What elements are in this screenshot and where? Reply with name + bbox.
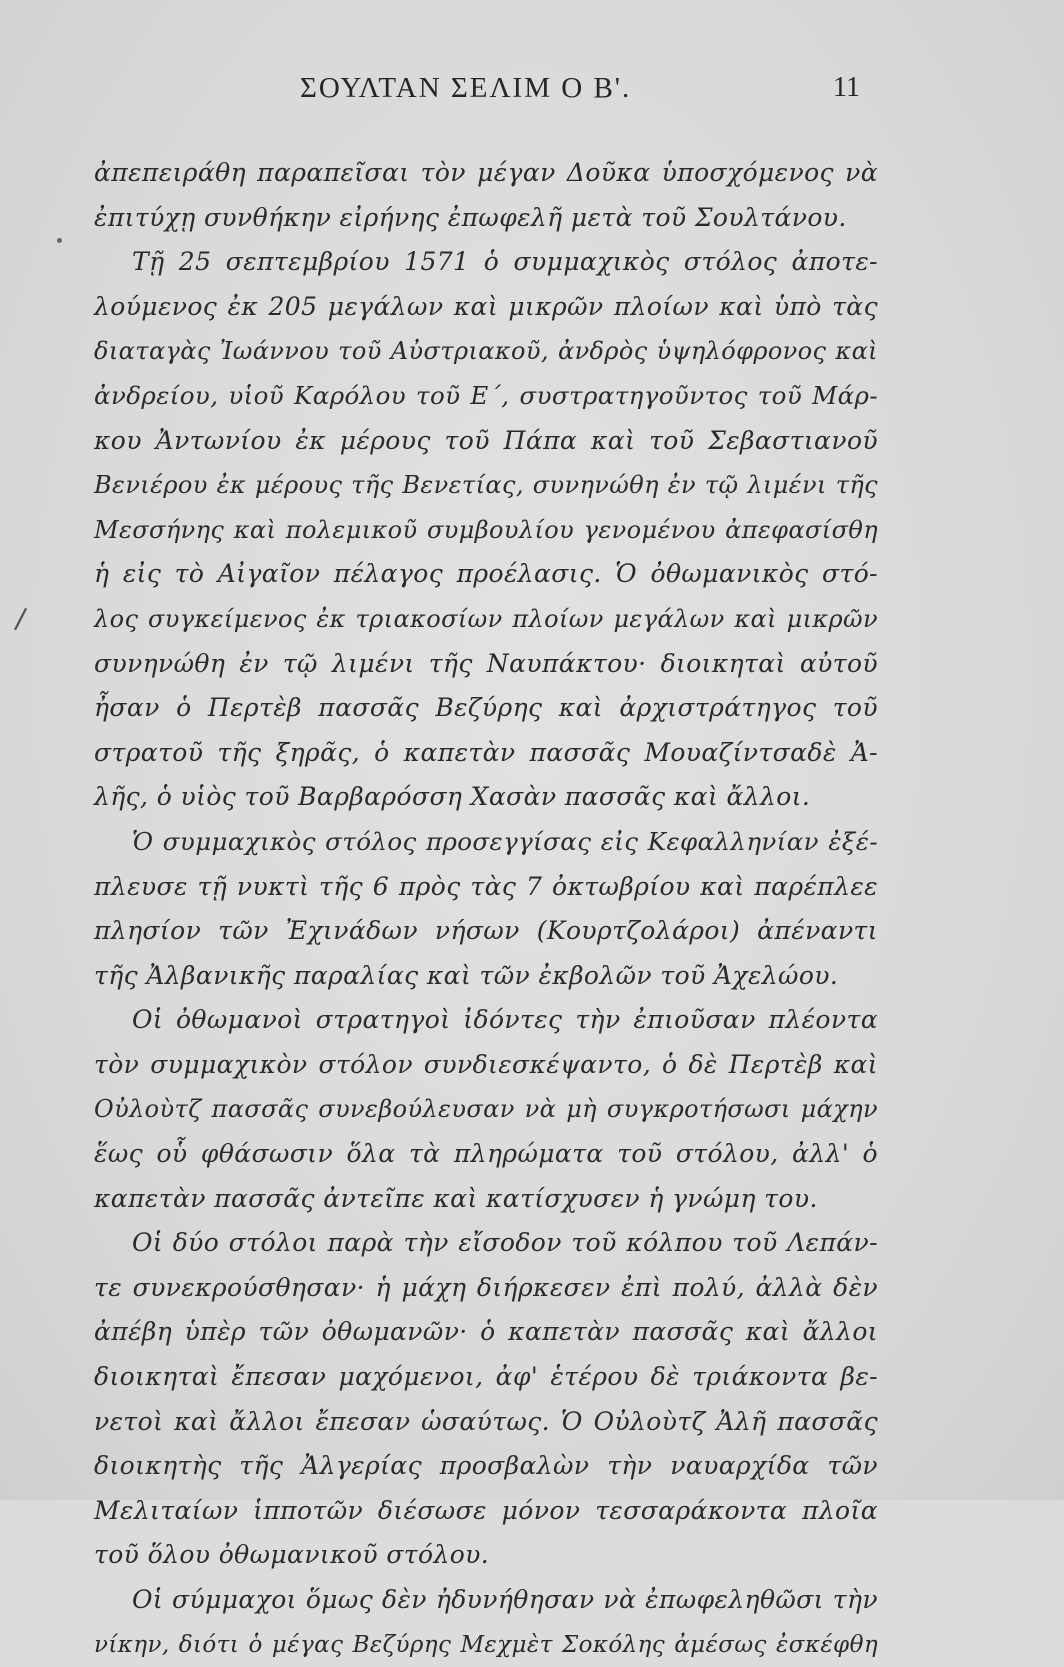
margin-slash-mark: / [13,601,29,636]
paragraph-start-line: Τῇ 25 σεπτεμβρίου 1571 ὁ συμμαχικὸς στόλος ἀποτε- [132,247,878,277]
margin-dot-mark [57,238,62,243]
paragraph-start-line: Οἱ δύο στόλοι παρὰ τὴν εἴσοδον τοῦ κόλπου τοῦ Λεπάν- [132,1228,878,1258]
text-line: τοῦ ὅλου ὀθωμανικοῦ στόλου. [94,1540,490,1570]
text-line: ἐπιτύχῃ συνθήκην εἰρήνης ἐπωφελῆ μετὰ τοῦ Σουλτάνου. [94,202,847,232]
text-line: λῆς, ὁ υἱὸς τοῦ Βαρβαρόσση Χασὰν πασσᾶς καὶ ἄλλοι. [94,782,811,812]
text-line: τε συνεκρούσθησαν· ἡ μάχη διήρκεσεν ἐπὶ πολύ, ἀλλὰ δὲν [94,1272,878,1302]
running-header [300,72,860,112]
text-line: πλησίον τῶν Ἐχινάδων νήσων (Κουρτζολάροι) ἀπέναντι [94,916,878,946]
text-line: συνηνώθη ἐν τῷ λιμένι τῆς Ναυπάκτου· διοικηταὶ αὐτοῦ [94,648,878,678]
paragraph-start-line: Ὁ συμμαχικὸς στόλος προσεγγίσας εἰς Κεφαλληνίαν ἐξέ- [132,826,878,856]
text-line: κου Ἀντωνίου ἐκ μέρους τοῦ Πάπα καὶ τοῦ Σεβαστιανοῦ [94,425,878,455]
text-line: νετοὶ καὶ ἄλλοι ἔπεσαν ὡσαύτως. Ὁ Οὐλοὺτζ Ἀλῆ πασσᾶς [94,1406,878,1436]
text-line: ἀπεπειράθη παραπεῖσαι τὸν μέγαν Δοῦκα ὑποσχόμενος νὰ [94,158,878,187]
text-line: ἕως οὗ φθάσωσιν ὅλα τὰ πληρώματα τοῦ στόλου, ἀλλ' ὁ [94,1139,878,1169]
paragraph-start-line: Οἱ σύμμαχοι ὅμως δὲν ἠδυνήθησαν νὰ ἐπωφεληθῶσι τὴν [132,1585,878,1614]
text-line: Οὐλοὺτζ πασσᾶς συνεβούλευσαν νὰ μὴ συγκροτήσωσι μάχην [94,1095,878,1124]
text-line: Μεσσήνης καὶ πολεμικοῦ συμβουλίου γενομένου ἀπεφασίσθη [94,515,878,544]
running-title: ΣΟΥΛΤΑΝ ΣΕΛΙΜ Ο Β'. [300,72,632,104]
text-line: τὸν συμμαχικὸν στόλον συνδιεσκέψαντο, ὁ δὲ Περτὲβ καὶ [94,1049,878,1079]
text-line: τῆς Ἀλβανικῆς παραλίας καὶ τῶν ἐκβολῶν τοῦ Ἀχελώου. [94,960,839,990]
paragraph-start-line: Οἱ ὀθωμανοὶ στρατηγοὶ ἰδόντες τὴν ἐπιοῦσαν πλέοντα [132,1005,878,1035]
text-line: λος συγκείμενος ἐκ τριακοσίων πλοίων μεγάλων καὶ μικρῶν [94,604,878,633]
text-line: στρατοῦ τῆς ξηρᾶς, ὁ καπετὰν πασσᾶς Μουαζίντσαδὲ Ἀ- [94,737,878,767]
text-line: διαταγὰς Ἰωάννου τοῦ Αὐστριακοῦ, ἀνδρὸς ὑψηλόφρονος καὶ [94,337,878,366]
text-line: λούμενος ἐκ 205 μεγάλων καὶ μικρῶν πλοίων καὶ ὑπὸ τὰς [94,291,878,321]
text-line: Μελιταίων ἱπποτῶν διέσωσε μόνον τεσσαράκοντα πλοῖα [94,1495,878,1525]
text-line: Βενιέρου ἐκ μέρους τῆς Βενετίας, συνηνώθη ἐν τῷ λιμένι τῆς [94,471,878,500]
text-line: ἦσαν ὁ Περτὲβ πασσᾶς Βεζύρης καὶ ἀρχιστράτηγος τοῦ [94,693,878,723]
text-line: ἀνδρείου, υἱοῦ Καρόλου τοῦ Ε΄, συστρατηγοῦντος τοῦ Μάρ- [94,380,878,410]
text-line: διοικητὴς τῆς Ἀλγερίας προσβαλὼν τὴν ναυαρχίδα τῶν [94,1451,878,1481]
text-line: ἀπέβη ὑπὲρ τῶν ὀθωμανῶν· ὁ καπετὰν πασσᾶς καὶ ἄλλοι [94,1317,878,1347]
text-line: πλευσε τῇ νυκτὶ τῆς 6 πρὸς τὰς 7 ὀκτωβρίου καὶ παρέπλεε [94,871,878,901]
body-text [94,151,878,1667]
text-line: καπετὰν πασσᾶς ἀντεῖπε καὶ κατίσχυσεν ἡ γνώμη του. [94,1183,818,1213]
text-line: διοικηταὶ ἔπεσαν μαχόμενοι, ἀφ' ἑτέρου δὲ τριάκοντα βε- [94,1362,878,1392]
text-line: ἡ εἰς τὸ Αἰγαῖον πέλαγος προέλασις. Ὁ ὀθωμανικὸς στό- [94,559,878,589]
page-number: 11 [833,72,860,103]
text-line: νίκην, διότι ὁ μέγας Βεζύρης Μεχμὲτ Σοκόλης ἀμέσως ἐσκέφθη [94,1631,878,1658]
